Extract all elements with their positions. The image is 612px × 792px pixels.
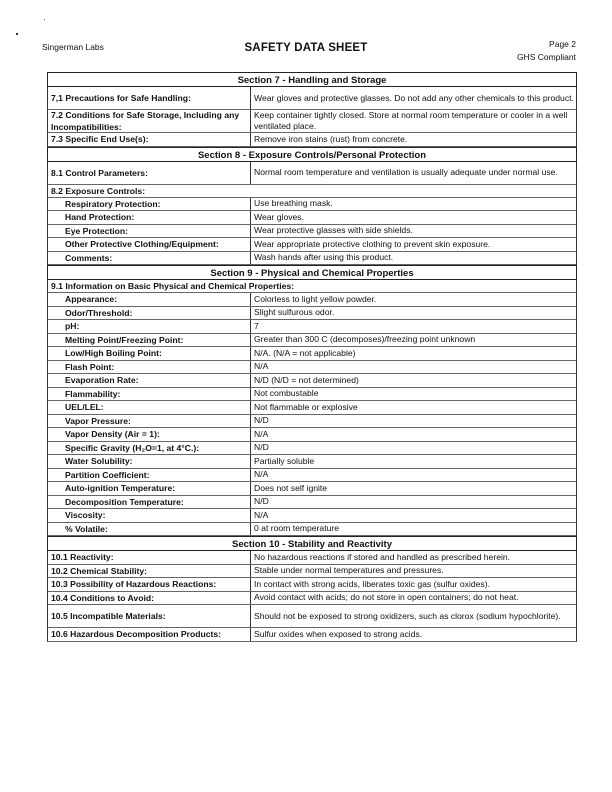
table-row [47,133,577,147]
table-row [47,592,577,606]
table-row [47,565,577,579]
row-label: Eye Protection: [48,225,251,238]
row-value: N/A [254,428,269,439]
row-label: 10.2 Chemical Stability: [48,565,251,578]
row-label: Viscosity: [48,509,251,522]
row-label: Specific Gravity (H₂O=1, at 4°C.): [48,442,251,455]
row-label: Water Solubility: [48,455,251,468]
row-label: Appearance: [48,293,251,306]
row-label: Odor/Threshold: [48,307,251,320]
row-label: Flash Point: [48,361,251,374]
table-row [47,482,577,496]
table-row [47,401,577,415]
row-value: Stable under normal temperatures and pressures. [254,565,444,576]
table-row [47,496,577,510]
row-value: N/A [254,361,269,372]
row-value: Not flammable or explosive [254,401,358,412]
row-value: Slight sulfurous odor. [254,307,335,318]
subsection-heading: 9.1 Information on Basic Physical and Chemical Properties: [47,280,577,293]
row-label: Melting Point/Freezing Point: [48,334,251,347]
row-label: Hand Protection: [48,211,251,224]
row-value: N/D [254,415,269,426]
row-label: 10.1 Reactivity: [48,551,251,564]
row-label: 10.3 Possibility of Hazardous Reactions: [48,578,251,591]
row-value: Wear gloves. [254,211,304,222]
page-number: Page 2 [549,39,576,49]
row-value: N/D (N/D = not determined) [254,374,359,385]
row-value: Normal room temperature and ventilation is usually adequate under normal use. [254,167,558,177]
table-row [47,388,577,402]
table-row [47,523,577,537]
table-row [47,469,577,483]
section-9-header: Section 9 - Physical and Chemical Properties [47,265,577,280]
row-label: Vapor Pressure: [48,415,251,428]
table-row [47,415,577,429]
section-8-header: Section 8 - Exposure Controls/Personal Protection [47,147,577,162]
row-value: Colorless to light yellow powder. [254,293,377,304]
row-value: N/D [254,496,269,507]
table-row [47,238,577,252]
row-label: Vapor Density (Air = 1): [48,428,251,441]
table-row [47,334,577,348]
row-value: Keep container tightly closed. Store at normal room temperature or cooler in a well ventilated place. [254,110,568,131]
table-row [47,374,577,388]
row-label: 8.1 Control Parameters: [48,162,251,184]
row-value: Wear gloves and protective glasses. Do not add any other chemicals to this product. [254,92,574,103]
row-value: Wash hands after using this product. [254,252,394,263]
compliance-label: GHS Compliant [516,52,576,62]
table-row [47,110,577,133]
row-value: N/D [254,442,269,453]
table-row [47,320,577,334]
table-row [47,225,577,239]
row-value: Wear appropriate protective clothing to prevent skin exposure. [254,238,491,249]
table-row [47,428,577,442]
row-value: No hazardous reactions if stored and handled as prescribed herein. [254,551,511,562]
row-value: N/A. (N/A = not applicable) [254,347,356,358]
row-value: Does not self ignite [254,482,328,493]
row-value: N/A [254,509,269,520]
subsection-heading: 8.2 Exposure Controls: [47,185,577,198]
row-value: Greater than 300 C (decomposes)/freezing point unknown [254,334,476,345]
table-row [47,87,577,110]
row-value: In contact with strong acids, liberates toxic gas (sulfur oxides). [254,578,490,589]
table-row [47,307,577,321]
table-row [47,211,577,225]
row-label: % Volatile: [48,523,251,536]
document-title: SAFETY DATA SHEET [244,42,368,54]
row-label: Flammability: [48,388,251,401]
section-10-header: Section 10 - Stability and Reactivity [47,536,577,551]
row-label: Comments: [48,252,251,265]
row-label: 10.6 Hazardous Decomposition Products: [48,628,251,641]
page-info [517,38,576,64]
row-label: Low/High Boiling Point: [48,347,251,360]
row-label: 7.2 Conditions for Safe Storage, Including any Incompatibilities: [48,110,251,132]
row-value: Partially soluble [254,455,315,466]
table-row [47,198,577,212]
row-value: 7 [254,320,259,331]
row-label: 10.5 Incompatible Materials: [48,605,251,627]
table-row [47,551,577,565]
row-value: Wear protective glasses with side shields. [254,225,413,236]
table-row [47,509,577,523]
row-value: Not combustable [254,388,319,399]
row-label: 7,1 Precautions for Safe Handling: [48,87,251,109]
table-row [47,628,577,642]
row-value: Avoid contact with acids; do not store in open containers; do not heat. [254,592,519,603]
scan-speck [16,33,18,35]
row-value: Remove iron stains (rust) from concrete. [254,133,408,144]
table-row [47,442,577,456]
row-value: Should not be exposed to strong oxidizers, such as clorox (sodium hypochlorite). [254,610,561,621]
section-7-header: Section 7 - Handling and Storage [47,72,577,87]
row-label: Evaporation Rate: [48,374,251,387]
scan-speck [44,19,45,20]
row-label: Partition Coefficient: [48,469,251,482]
sds-table [47,72,577,642]
row-value: Sulfur oxides when exposed to strong acids. [254,628,423,639]
table-row [47,361,577,375]
row-label: Other Protective Clothing/Equipment: [48,238,251,251]
company-name: Singerman Labs [42,42,104,52]
row-label: pH: [48,320,251,333]
row-value: 0 at room temperature [254,523,340,534]
row-label: Auto-ignition Temperature: [48,482,251,495]
row-label: 10.4 Conditions to Avoid: [48,592,251,605]
row-label: Respiratory Protection: [48,198,251,211]
table-row [47,162,577,185]
table-row [47,347,577,361]
table-row [47,252,577,266]
row-value: Use breathing mask. [254,198,333,209]
table-row [47,605,577,628]
row-label: Decomposition Temperature: [48,496,251,509]
row-label: 7.3 Specific End Use(s): [48,133,251,146]
table-row [47,578,577,592]
table-row [47,293,577,307]
row-value: N/A [254,469,269,480]
row-label: UEL/LEL: [48,401,251,414]
table-row [47,455,577,469]
